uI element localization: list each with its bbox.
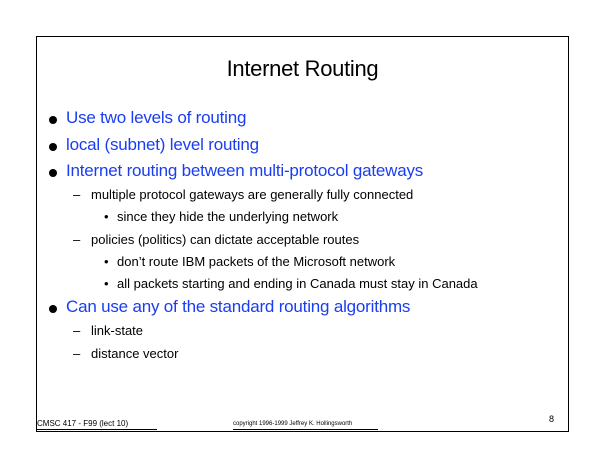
footer-underline xyxy=(233,429,378,430)
bullet-dot xyxy=(49,305,57,313)
sub-sub-item-canada: all packets starting and ending in Canada must stay in Canada xyxy=(117,276,478,291)
dash-marker: – xyxy=(73,187,81,202)
sub-item-gateways-connected: multiple protocol gateways are generally fully connected xyxy=(91,187,414,202)
small-bullet: • xyxy=(104,254,109,269)
bullet-dot xyxy=(49,169,57,177)
footer-copyright: copyright 1996-1999 Jeffrey K. Hollingsworth xyxy=(233,421,353,427)
footer-underline xyxy=(37,429,157,430)
dash-marker: – xyxy=(73,323,81,338)
bullet-dot xyxy=(49,143,57,151)
bullet-standard-algorithms: Can use any of the standard routing algorithms xyxy=(66,297,411,316)
small-bullet: • xyxy=(104,276,109,291)
bullet-use-two-levels: Use two levels of routing xyxy=(66,108,247,127)
dash-marker: – xyxy=(73,346,81,361)
page-number: 8 xyxy=(549,414,555,424)
bullet-internet-routing: Internet routing between multi-protocol gateways xyxy=(66,161,424,180)
small-bullet: • xyxy=(104,209,109,224)
bullet-dot xyxy=(49,116,57,124)
sub-sub-item-ibm-microsoft: don’t route IBM packets of the Microsoft network xyxy=(117,254,396,269)
sub-item-distance-vector: distance vector xyxy=(91,346,179,361)
sub-sub-item-hide-network: since they hide the underlying network xyxy=(117,209,339,224)
bullet-local-level: local (subnet) level routing xyxy=(66,135,259,154)
slide-title: Internet Routing xyxy=(226,56,379,81)
sub-item-link-state: link-state xyxy=(91,323,144,338)
footer-course: CMSC 417 - F99 (lect 10) xyxy=(37,419,129,428)
sub-item-policies: policies (politics) can dictate acceptable routes xyxy=(91,232,360,247)
dash-marker: – xyxy=(73,232,81,247)
